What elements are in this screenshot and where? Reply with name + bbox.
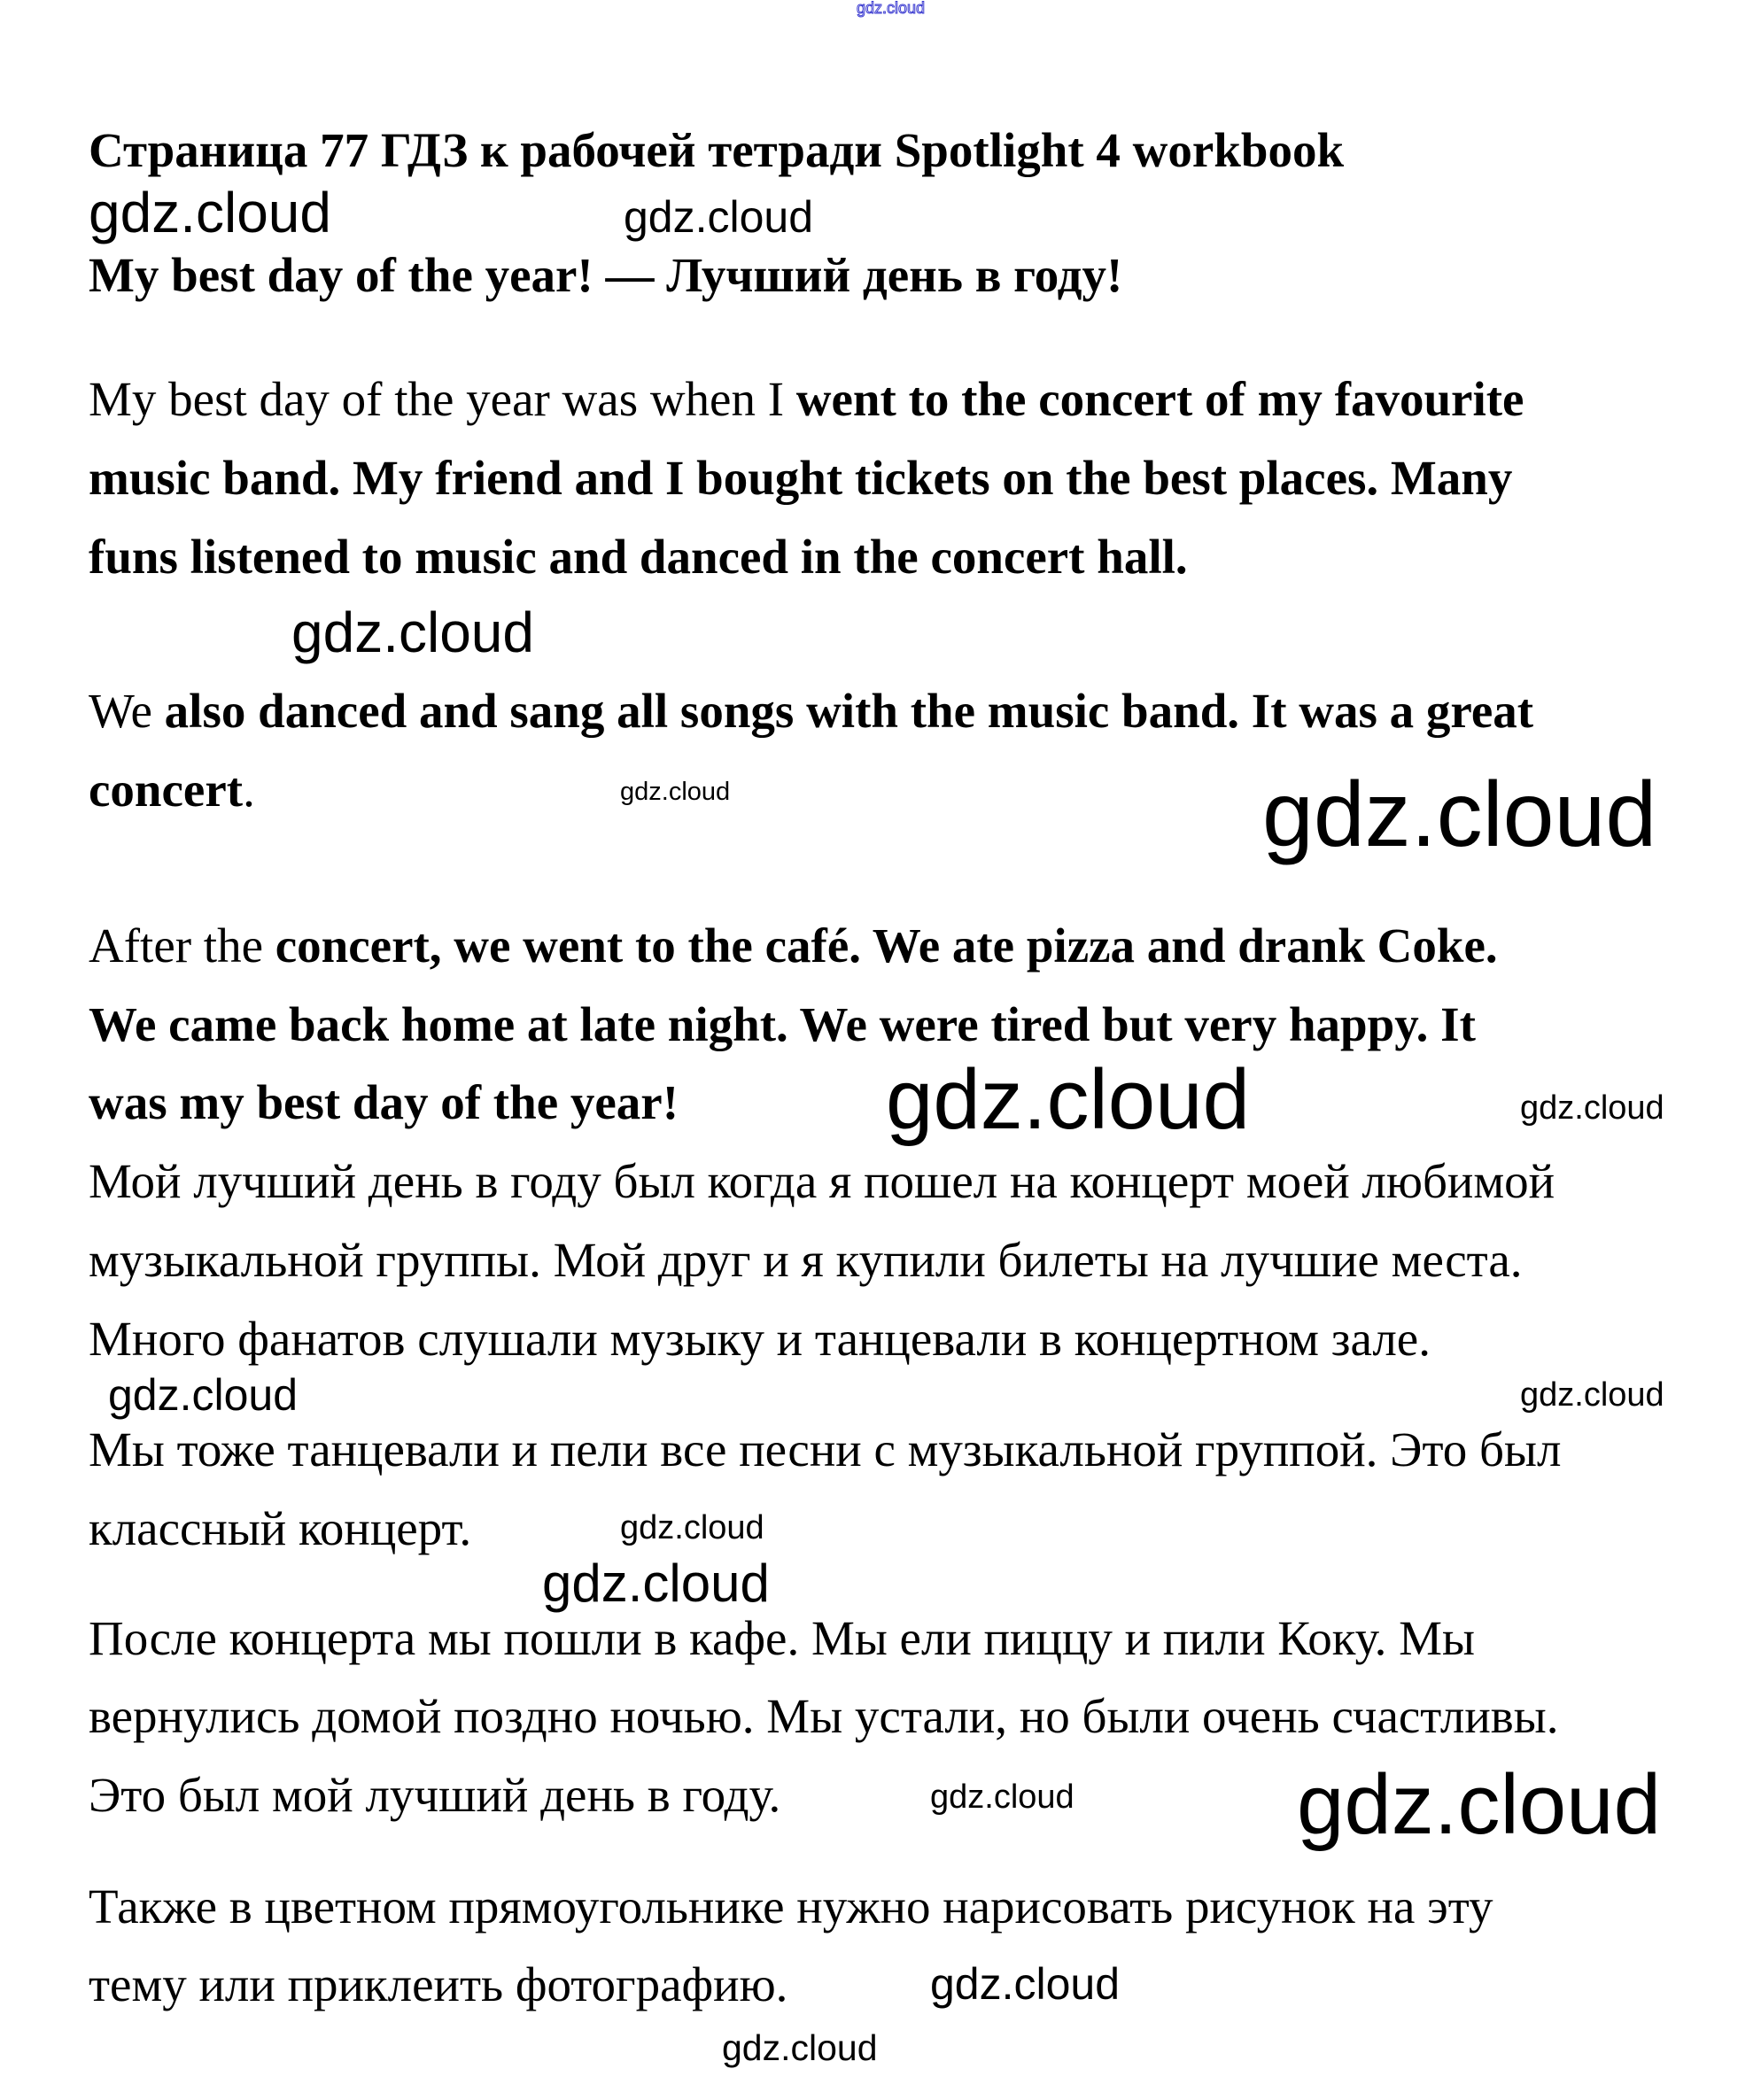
regular-text: We bbox=[89, 684, 165, 738]
page-title: Страница 77 ГДЗ к рабочей тетради Spotlight 4 workbook bbox=[89, 123, 1345, 177]
text-line bbox=[89, 372, 1524, 426]
watermark: gdz.cloud bbox=[1520, 1376, 1664, 1414]
text-line bbox=[89, 684, 1534, 738]
text-line bbox=[89, 1233, 1523, 1287]
watermark: gdz.cloud bbox=[89, 181, 331, 244]
bold-text: music band. My friend and I bought tickets on the best places. Many bbox=[89, 451, 1513, 505]
regular-text: музыкальной группы. Мой друг и я купили билеты на лучшие места. bbox=[89, 1233, 1523, 1287]
top-watermark: gdz.cloud bbox=[857, 0, 926, 17]
regular-text: Также в цветном прямоугольнике нужно нарисовать рисунок на эту bbox=[89, 1879, 1493, 1933]
regular-text: классный концерт. bbox=[89, 1501, 472, 1555]
watermark: gdz.cloud bbox=[886, 1052, 1250, 1147]
bold-text: was my best day of the year! bbox=[89, 1075, 679, 1129]
watermark: gdz.cloud bbox=[620, 1509, 764, 1546]
bold-text: also danced and sang all songs with the music band. It was a great bbox=[164, 684, 1534, 738]
text-line bbox=[89, 997, 1476, 1051]
section-heading: My best day of the year! — Лучший день в году! bbox=[89, 248, 1123, 302]
regular-text: Много фанатов слушали музыку и танцевали в концертном зале. bbox=[89, 1312, 1431, 1366]
regular-text: Мы тоже танцевали и пели все песни с музыкальной группой. Это был bbox=[89, 1422, 1562, 1476]
watermark: gdz.cloud bbox=[930, 1959, 1121, 2009]
text-line bbox=[89, 530, 1188, 584]
bold-text: went to the concert of my favourite bbox=[795, 372, 1524, 426]
watermark: gdz.cloud bbox=[1297, 1757, 1661, 1852]
watermark: gdz.cloud bbox=[1262, 763, 1657, 866]
text-line bbox=[89, 763, 255, 817]
regular-text: После концерта мы пошли в кафе. Мы ели пиццу и пили Коку. Мы bbox=[89, 1611, 1476, 1665]
text-line bbox=[89, 451, 1513, 505]
regular-text: After the bbox=[89, 918, 275, 973]
regular-text: Это был мой лучший день в году. bbox=[89, 1768, 781, 1822]
text-line bbox=[89, 1312, 1431, 1366]
text-line bbox=[89, 1422, 1562, 1476]
regular-text: Мой лучший день в году был когда я пошел на концерт моей любимой bbox=[89, 1154, 1555, 1208]
text-line bbox=[89, 1611, 1476, 1665]
watermark: gdz.cloud bbox=[624, 192, 814, 242]
text-line bbox=[89, 1957, 788, 2011]
bold-text: concert bbox=[89, 763, 244, 817]
text-line bbox=[89, 918, 1498, 973]
watermark: gdz.cloud bbox=[1520, 1089, 1664, 1127]
watermark: gdz.cloud bbox=[620, 778, 731, 806]
bold-text: We came back home at late night. We were tired but very happy. It bbox=[89, 997, 1476, 1051]
text-line bbox=[89, 1154, 1555, 1208]
bold-text: concert, we went to the café. We ate pizza and drank Coke. bbox=[275, 918, 1498, 973]
text-line bbox=[89, 1768, 781, 1822]
text-line bbox=[89, 1879, 1493, 1933]
text-line bbox=[89, 1075, 679, 1129]
watermark: gdz.cloud bbox=[291, 601, 534, 664]
watermark: gdz.cloud bbox=[722, 2027, 878, 2068]
bold-text: funs listened to music and danced in the concert hall. bbox=[89, 530, 1188, 584]
watermark: gdz.cloud bbox=[542, 1554, 770, 1613]
regular-text: вернулись домой поздно ночью. Мы устали, но были очень счастливы. bbox=[89, 1689, 1559, 1743]
regular-text: My best day of the year was when I bbox=[89, 372, 796, 426]
text-line bbox=[89, 1689, 1559, 1743]
text-line bbox=[89, 1501, 472, 1555]
watermark: gdz.cloud bbox=[108, 1370, 299, 1420]
regular-text: . bbox=[243, 763, 255, 817]
watermark: gdz.cloud bbox=[930, 1778, 1074, 1816]
regular-text: тему или приклеить фотографию. bbox=[89, 1957, 788, 2011]
